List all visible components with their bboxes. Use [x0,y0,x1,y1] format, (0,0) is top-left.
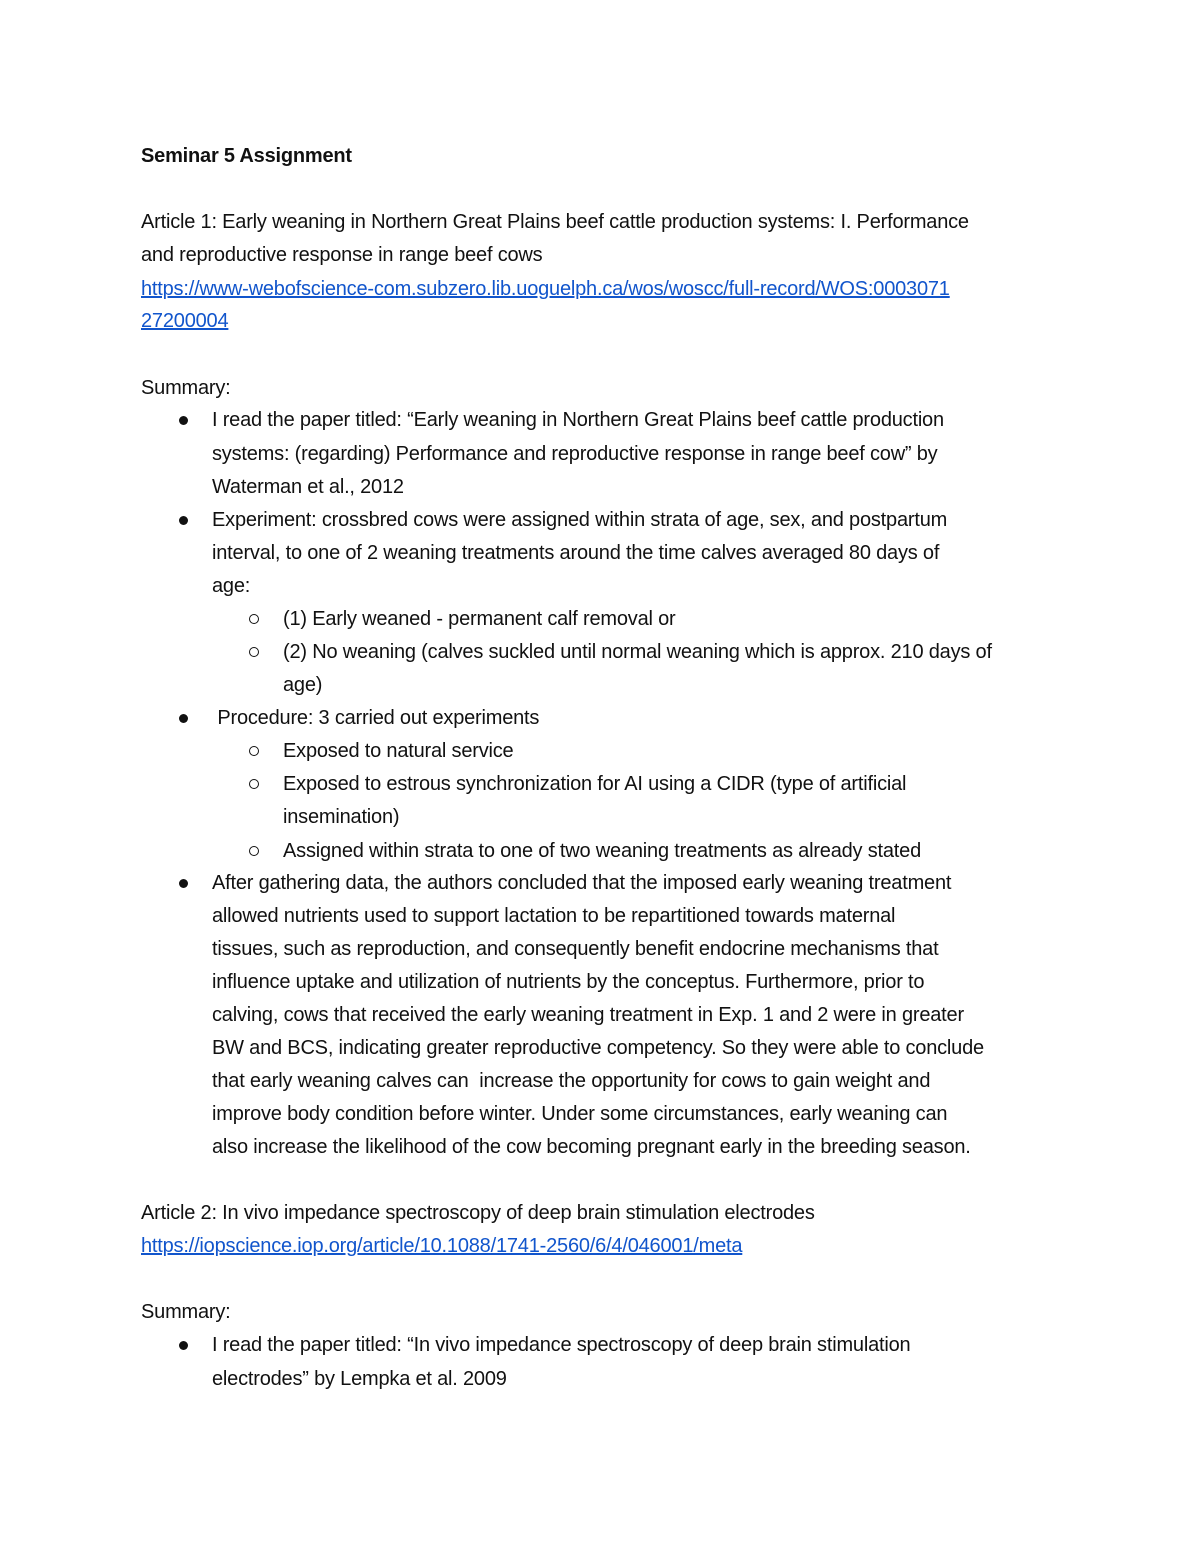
article1-link[interactable]: 27200004 [141,310,229,332]
sub-bullet-text: Exposed to natural service [283,740,514,762]
bullet-icon [179,416,188,425]
sub-bullet-icon [249,846,259,856]
bullet-text: After gathering data, the authors concluded that the imposed early weaning treatment [212,872,952,894]
bullet-text: Experiment: crossbred cows were assigned within strata of age, sex, and postpartum [212,509,948,531]
bullet-text: I read the paper titled: “In vivo impedance spectroscopy of deep brain stimulation [212,1334,911,1356]
document-title: Seminar 5 Assignment [141,145,352,167]
bullet-text: systems: (regarding) Performance and reproductive response in range beef cow” by [212,443,938,465]
bullet-icon [179,714,188,723]
bullet-text: I read the paper titled: “Early weaning in Northern Great Plains beef cattle production [212,409,944,431]
article2-heading: Article 2: In vivo impedance spectroscopy of deep brain stimulation electrodes [141,1202,815,1224]
sub-bullet-text: Exposed to estrous synchronization for AI using a CIDR (type of artificial [283,773,907,795]
bullet-text: also increase the likelihood of the cow becoming pregnant early in the breeding season. [212,1136,971,1158]
article1-link[interactable]: https://www-webofscience-com.subzero.lib.uoguelph.ca/wos/woscc/full-record/WOS:0003071 [141,278,950,300]
bullet-icon [179,1341,188,1350]
bullet-text: electrodes” by Lempka et al. 2009 [212,1368,507,1390]
bullet-text: Waterman et al., 2012 [212,476,404,498]
sub-bullet-text: insemination) [283,806,400,828]
bullet-text: tissues, such as reproduction, and consequently benefit endocrine mechanisms that [212,938,939,960]
bullet-text: BW and BCS, indicating greater reproductive competency. So they were able to conclude [212,1037,984,1059]
summary-label: Summary: [141,1301,231,1323]
bullet-text: influence uptake and utilization of nutrients by the conceptus. Furthermore, prior to [212,971,925,993]
sub-bullet-icon [249,779,259,789]
bullet-text: allowed nutrients used to support lactation to be repartitioned towards maternal [212,905,896,927]
sub-bullet-text: (2) No weaning (calves suckled until normal weaning which is approx. 210 days of [283,641,992,663]
bullet-icon [179,516,188,525]
bullet-text: calving, cows that received the early weaning treatment in Exp. 1 and 2 were in greater [212,1004,964,1026]
bullet-text: improve body condition before winter. Under some circumstances, early weaning can [212,1103,948,1125]
summary-label: Summary: [141,377,231,399]
sub-bullet-text: (1) Early weaned - permanent calf removal or [283,608,676,630]
sub-bullet-text: age) [283,674,323,696]
sub-bullet-icon [249,614,259,624]
sub-bullet-icon [249,647,259,657]
bullet-icon [179,879,188,888]
sub-bullet-text: Assigned within strata to one of two weaning treatments as already stated [283,840,921,862]
bullet-text: that early weaning calves can increase the opportunity for cows to gain weight and [212,1070,931,1092]
article1-heading: and reproductive response in range beef cows [141,244,543,266]
bullet-text: age: [212,575,251,597]
article1-heading: Article 1: Early weaning in Northern Great Plains beef cattle production systems: I. Performance [141,211,969,233]
bullet-text: interval, to one of 2 weaning treatments around the time calves averaged 80 days of [212,542,940,564]
bullet-text: Procedure: 3 carried out experiments [212,707,540,729]
sub-bullet-icon [249,746,259,756]
article2-link[interactable]: https://iopscience.iop.org/article/10.1088/1741-2560/6/4/046001/meta [141,1235,743,1257]
